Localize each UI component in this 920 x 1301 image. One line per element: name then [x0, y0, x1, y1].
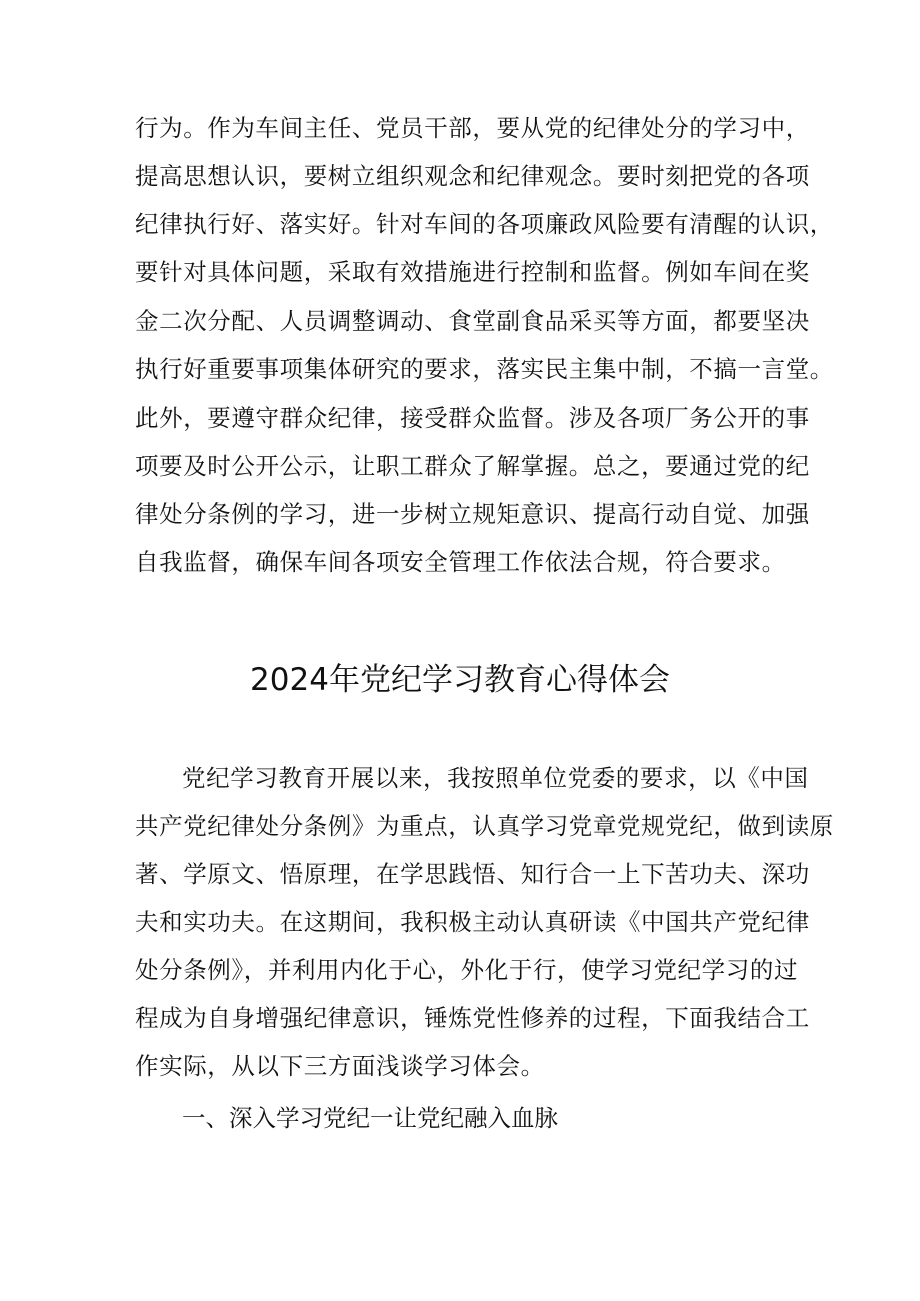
paragraph-line: 金二次分配、人员调整调动、食堂副食品采买等方面，都要坚决: [135, 307, 810, 335]
paragraph-line: 此外，要遵守群众纪律，接受群众监督。涉及各项厂务公开的事: [135, 404, 810, 432]
paragraph-line: 提高思想认识，要树立组织观念和纪律观念。要时刻把党的各项: [135, 162, 810, 190]
paragraph-line: 共产党纪律处分条例》为重点，认真学习党章党规党纪，做到读原: [135, 812, 834, 840]
paragraph-line: 著、学原文、悟原理，在学思践悟、知行合一上下苦功夫、深功: [135, 860, 810, 888]
paragraph-line: 程成为自身增强纪律意识，锤炼党性修养的过程，下面我结合工: [135, 1004, 810, 1032]
paragraph-line: 处分条例》，并利用内化于心，外化于行，使学习党纪学习的过: [135, 956, 799, 984]
document-title: 2024年党纪学习教育心得体会: [250, 662, 670, 698]
paragraph-line: 要针对具体问题，采取有效措施进行控制和监督。例如车间在奖: [135, 258, 810, 286]
paragraph-line: 作实际，从以下三方面浅谈学习体会。: [135, 1052, 545, 1080]
paragraph-line: 项要及时公开公示，让职工群众了解掌握。总之，要通过党的纪: [135, 452, 810, 480]
paragraph-line: 行为。作为车间主任、党员干部，要从党的纪律处分的学习中，: [135, 114, 810, 142]
paragraph-line: 纪律执行好、落实好。针对车间的各项廉政风险要有清醒的认识，: [135, 210, 834, 238]
paragraph-line: 夫和实功夫。在这期间，我积极主动认真研读《中国共产党纪律: [135, 908, 810, 936]
paragraph-line: 律处分条例的学习，进一步树立规矩意识、提高行动自觉、加强: [135, 500, 810, 528]
paragraph-line: 自我监督，确保车间各项安全管理工作依法合规，符合要求。: [135, 548, 786, 576]
section-heading: 一、深入学习党纪一让党纪融入血脉: [182, 1104, 558, 1132]
paragraph-line: 执行好重要事项集体研究的要求，落实民主集中制，不搞一言堂。: [135, 355, 834, 383]
paragraph-line: 党纪学习教育开展以来，我按照单位党委的要求，以《中国: [182, 764, 809, 792]
